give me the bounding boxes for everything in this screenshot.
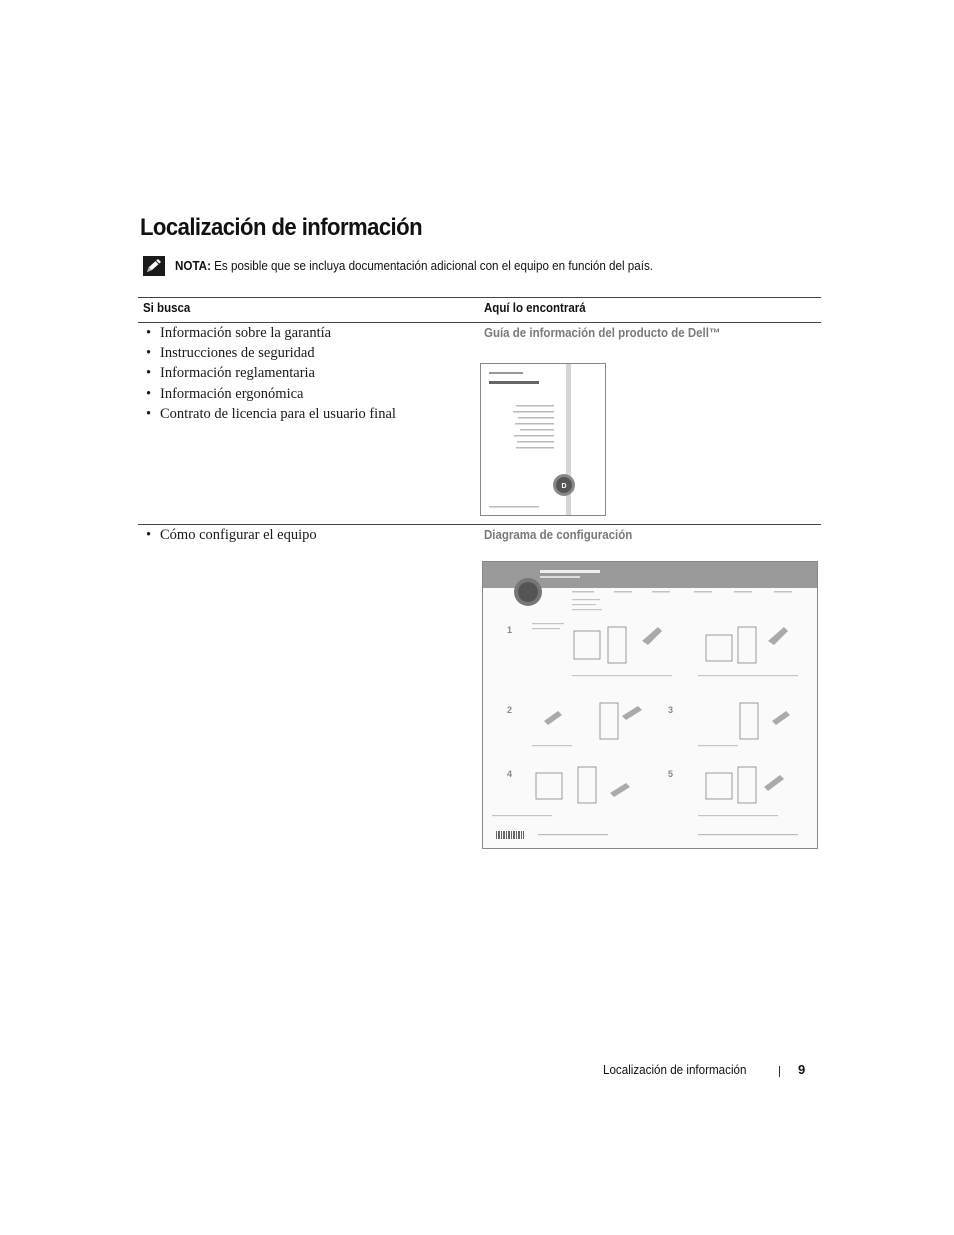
list-item: • Contrato de licencia para el usuario final: [146, 404, 396, 424]
list-item: • Instrucciones de seguridad: [146, 343, 396, 363]
note: [143, 256, 823, 280]
svg-text:5: 5: [668, 769, 674, 779]
header-si-busca: Si busca: [143, 301, 191, 315]
table-top-rule: [138, 297, 821, 298]
note-label: NOTA:: [175, 259, 211, 273]
note-text: [175, 259, 653, 273]
product-guide-thumbnail: [480, 363, 606, 516]
svg-text:1: 1: [507, 625, 513, 635]
footer-separator: [779, 1066, 780, 1077]
svg-text:D: D: [561, 483, 567, 490]
list-item: • Cómo configurar el equipo: [146, 525, 317, 545]
svg-text:2: 2: [507, 705, 513, 715]
setup-diagram-thumbnail: [482, 561, 818, 849]
svg-text:4: 4: [507, 769, 513, 779]
product-guide-title: Guía de información del producto de Dell™: [484, 326, 721, 340]
list-item: • Información sobre la garantía: [146, 323, 396, 343]
row1-items: [146, 323, 396, 424]
page-number: 9: [798, 1062, 806, 1077]
list-item: • Información ergonómica: [146, 384, 396, 404]
setup-diagram-title: Diagrama de configuración: [484, 528, 633, 542]
note-body: Es posible que se incluya documentación adicional con el equipo en función del país.: [210, 259, 654, 273]
footer-section-title: Localización de información: [603, 1063, 747, 1077]
header-aqui-lo-encontrara: Aquí lo encontrará: [484, 301, 586, 315]
svg-text:3: 3: [668, 705, 674, 715]
page-title: Localización de información: [140, 214, 423, 241]
list-item: • Información reglamentaria: [146, 363, 396, 383]
row2-items: [146, 525, 317, 545]
pencil-note-icon: [143, 256, 165, 276]
